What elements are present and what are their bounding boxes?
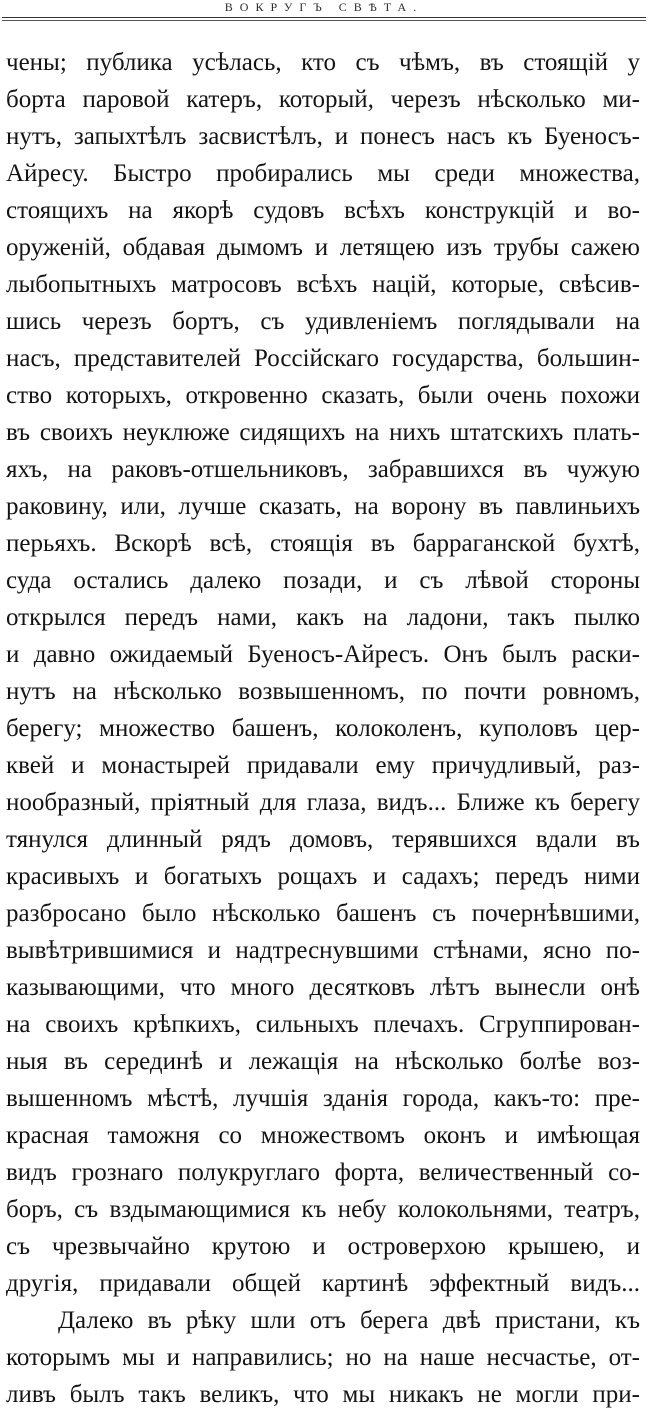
header-rule [2,17,646,18]
text-line: перьяхъ. Вскорѣ всѣ, стоящія въ барраганской бухтѣ, [6,530,640,557]
text-line: нообразный, пріятный для глаза, видъ... Ближе къ берегу [6,789,640,816]
text-line: въ своихъ неуклюже сидящихъ на нихъ штатскихъ плать- [6,419,640,446]
paragraph-first-line: Далеко въ рѣку шли отъ берега двѣ пристани, къ [58,1307,640,1334]
text-line: раковину, или, лучше сказать, на ворону въ павлиньихъ [6,493,640,520]
text-line: шись черезъ бортъ, съ удивленіемъ поглядывали на [6,308,640,335]
text-line: красная таможня со множествомъ оконъ и имѣющая [6,1122,640,1149]
text-line: на своихъ крѣпкихъ, сильныхъ плечахъ. Сгруппирован- [6,1011,640,1038]
text-line: которымъ мы и направились; но на наше несчастье, от- [6,1344,640,1371]
text-line: другія, придавали общей картинѣ эффектный видъ... [6,1270,640,1297]
text-line: ство которыхъ, откровенно сказать, были очень похожи [6,382,640,409]
text-line: и давно ожидаемый Буеносъ-Айресъ. Онъ былъ раски- [6,641,640,668]
text-line: оруженій, обдавая дымомъ и летящею изъ трубы сажею [6,234,640,261]
text-line: нутъ на нѣсколько возвышенномъ, по почти ровномъ, [6,678,640,705]
text-line: ныя въ серединѣ и лежащія на нѣсколько болѣе воз- [6,1048,640,1075]
text-line: тянулся длинный рядъ домовъ, терявшихся вдали въ [6,826,640,853]
text-line: видъ грознаго полукруглаго форта, величественный со- [6,1159,640,1186]
header-rule-second [2,20,646,21]
text-line: вывѣтрившимися и надтреснувшими стѣнами, ясно по- [6,937,640,964]
text-line: Айресу. Быстро пробирались мы среди множества, [6,160,640,187]
text-line: вышенномъ мѣстѣ, лучшія зданія города, какъ-то: пре- [6,1085,640,1112]
text-line: съ чрезвычайно крутою и островерхою крышею, и [6,1233,640,1260]
text-line: лыбопытныхъ матросовъ всѣхъ націй, которые, свѣсив- [6,271,640,298]
text-line: казывающими, что много десятковъ лѣтъ вынесли онѣ [6,974,640,1001]
text-line: суда остались далеко позади, и съ лѣвой стороны [6,567,640,594]
text-line: разбросано было нѣсколько башенъ съ почернѣвшими, [6,900,640,927]
text-line: нутъ, запыхтѣлъ засвистѣлъ, и понесъ насъ къ Буеносъ- [6,123,640,150]
text-line: борта паровой катеръ, который, черезъ нѣсколько ми- [6,86,640,113]
text-line: стоящихъ на якорѣ судовъ всѣхъ конструкцій и во- [6,197,640,224]
text-line: чены; публика усѣлась, кто съ чѣмъ, въ стоящій у [6,49,640,76]
text-line: красивыхъ и богатыхъ рощахъ и садахъ; передъ ними [6,863,640,890]
text-line: квей и монастырей придавали ему причудливый, раз- [6,752,640,779]
text-line: берегу; множество башенъ, колоколенъ, куполовъ цер- [6,715,640,742]
text-line: боръ, съ вздымающимися къ небу колокольнями, театръ, [6,1196,640,1223]
text-line: открылся передъ нами, какъ на ладони, такъ пылко [6,604,640,631]
text-body [6,44,640,1413]
running-head-title: ВОКРУГЪ СВѢТА. [224,0,424,14]
text-line: яхъ, на раковъ-отшельниковъ, забравшихся въ чужую [6,456,640,483]
text-line: ливъ былъ такъ великъ, что мы никакъ не могли при- [6,1381,640,1408]
text-line: насъ, представителей Россійскаго государства, большин- [6,345,640,372]
